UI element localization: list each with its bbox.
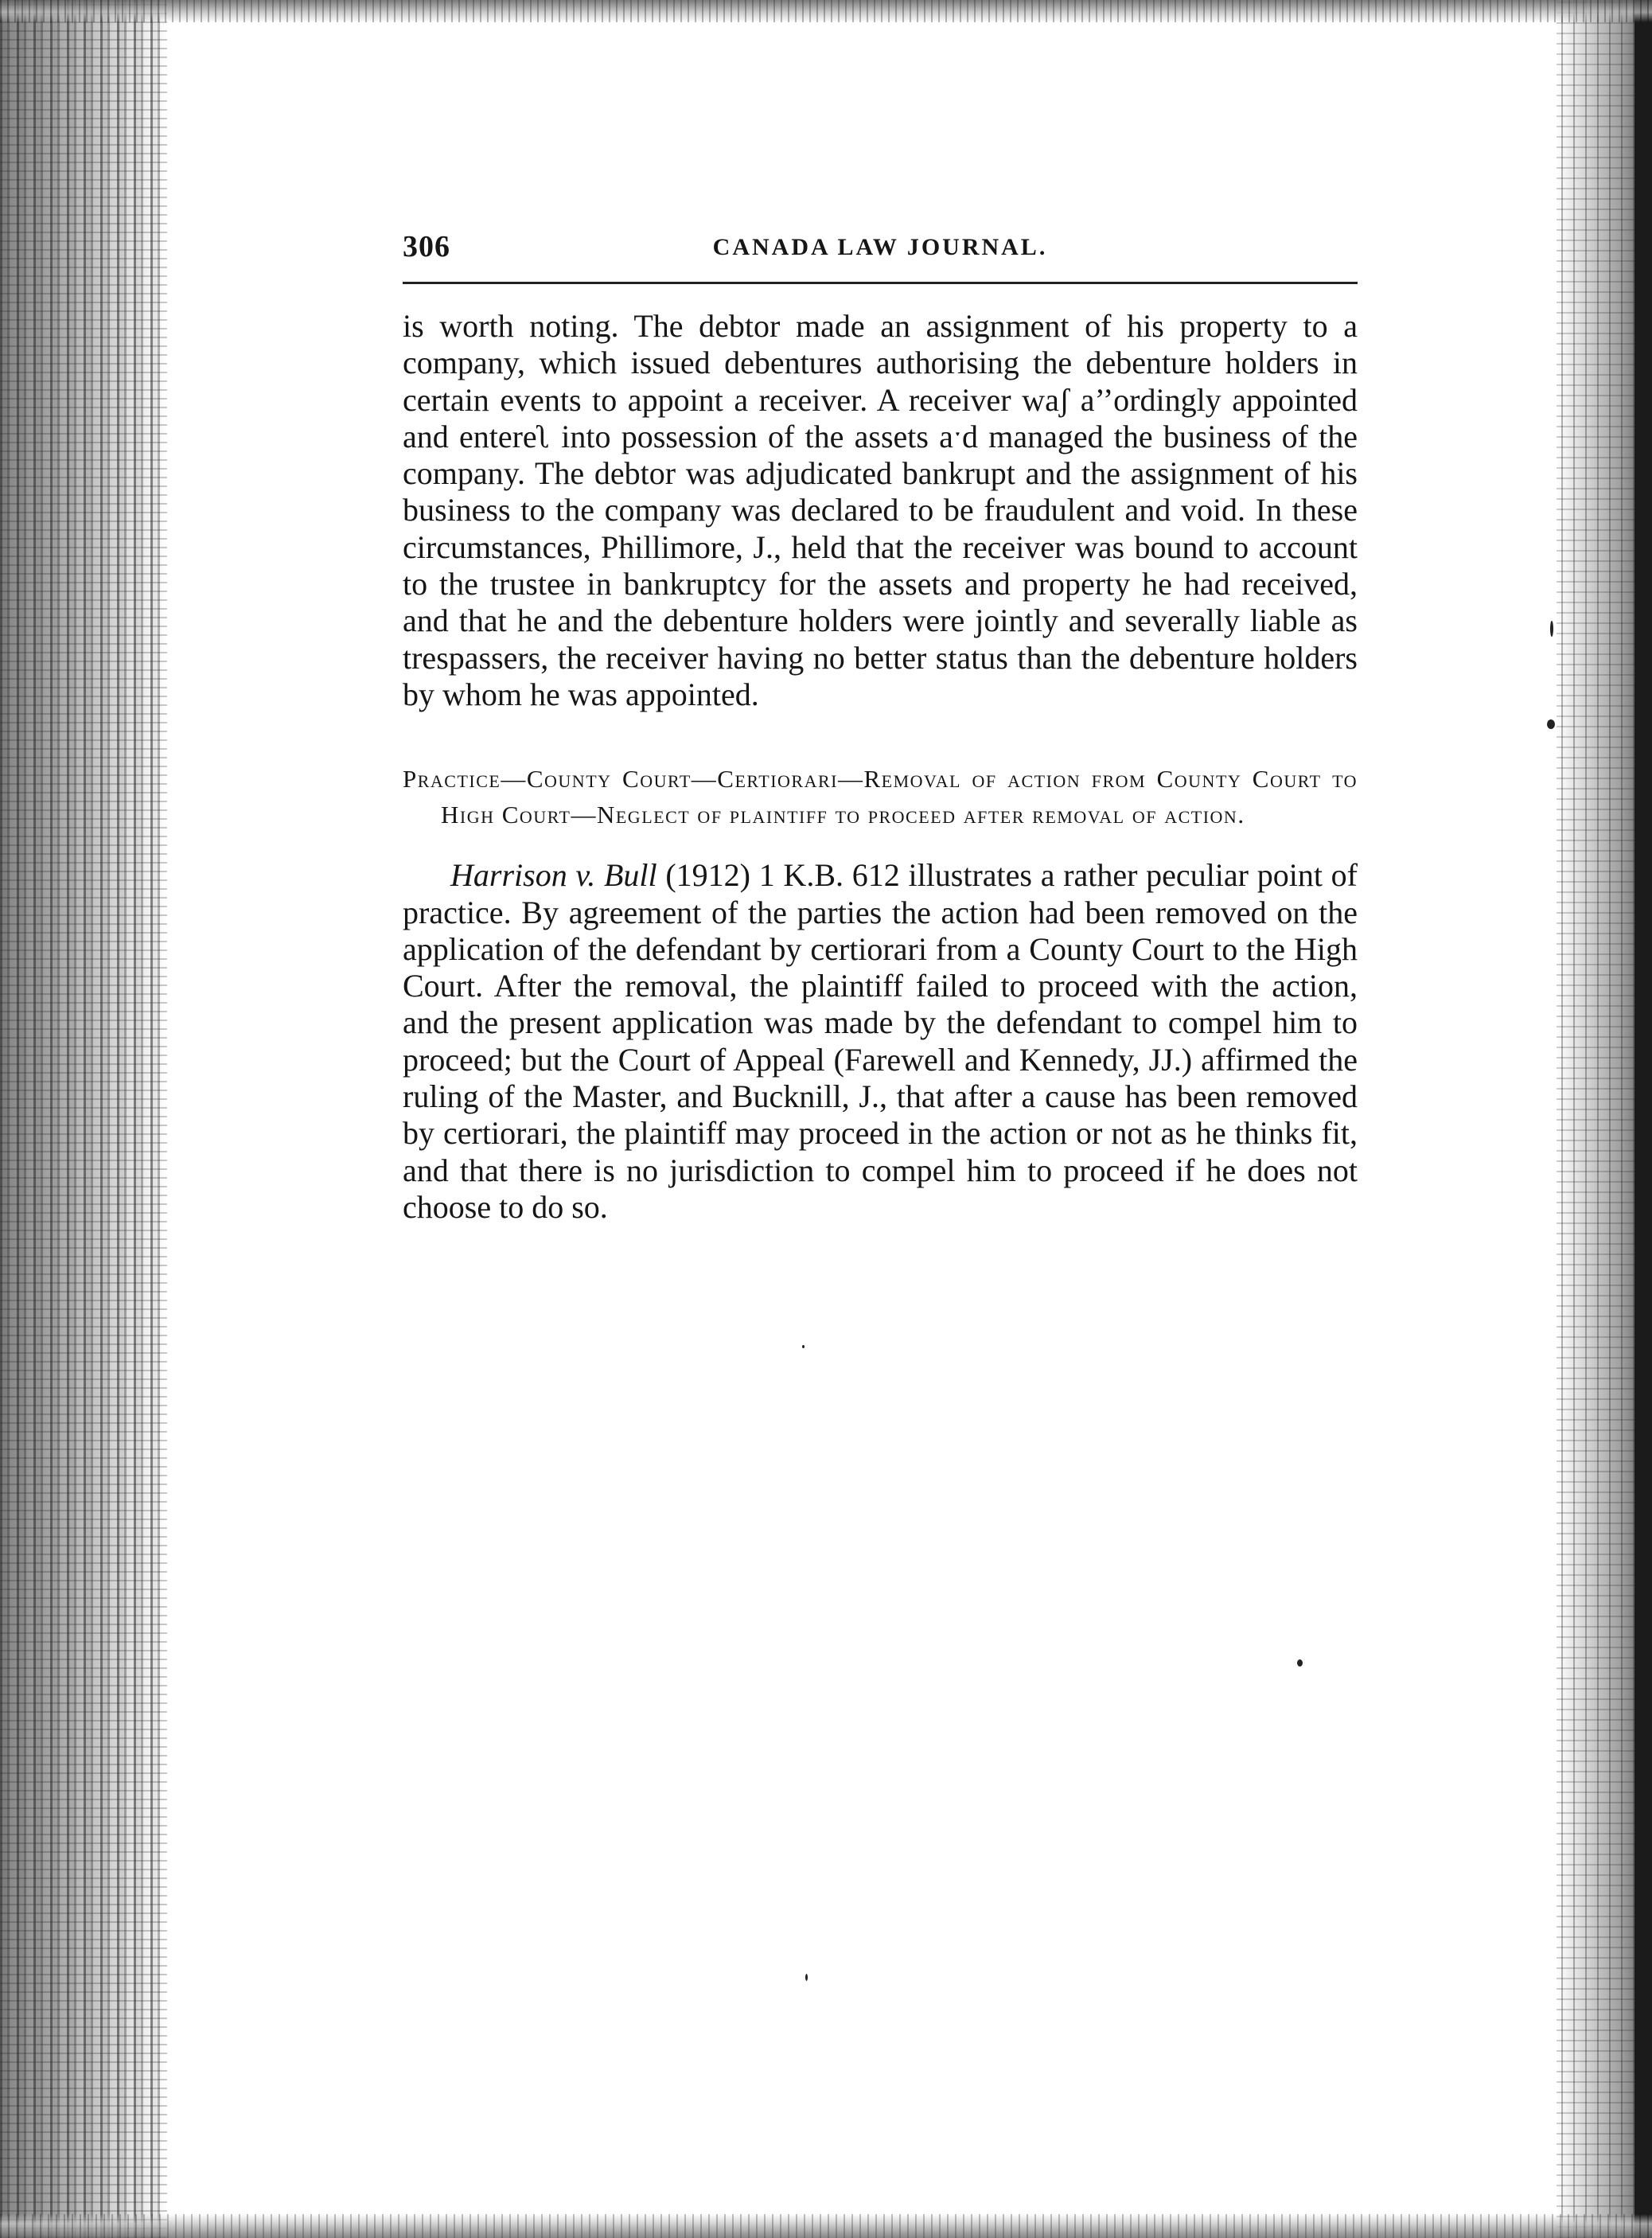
scan-speck — [805, 1974, 808, 1981]
scan-speck — [1547, 719, 1555, 729]
journal-page — [403, 224, 1358, 1226]
scan-border-bottom — [0, 2214, 1652, 2238]
page-number: 306 — [403, 230, 450, 263]
scan-border-left — [0, 0, 167, 2238]
paragraph-bankruptcy-receiver: is worth noting. The debtor made an assignment of his property to a company, which issued debentures authorising the debenture holders in certain events to appoint a receiver. A receiver waʃ a’’ordingly appointed and entereʅ into possession of the assets aˑd managed the business of the company. The debtor was adjudicated bankrupt and the assignment of his business to the company was declared to be fraudulent and void. In these circumstances, Phillimore, J., held that the receiver was bound to account to the trustee in bankruptcy for the assets and property he had received, and that he and the debenture holders were jointly and severally liable as trespassers, the receiver having no better status than the debenture holders by whom he was appointed. — [403, 308, 1358, 712]
section-heading-practice: Practice—County Court—Certiorari—Removal of action from County Court to High Court—Neglect of plaintiff to proceed after removal of action. — [403, 765, 1358, 829]
paragraph-text: (1912) 1 K.B. 612 illustrates a rather peculiar point of practice. By agreement of the parties the action had been removed on the application of the defendant by certiorari from a County Court to the High Court. After the removal, the plaintiff failed to proceed with the action, and the present application was made by the defendant to compel him to proceed; but the Court of Appeal (Farewell and Kennedy, JJ.) affirmed the ruling of the Master, and Bucknill, J., that after a cause has been removed by certiorari, the plaintiff may proceed in the action or not as he thinks fit, and that there is no jurisdiction to compel him to proceed if he does not choose to do so. — [403, 857, 1358, 1225]
case-name: Harrison v. Bull — [450, 857, 657, 894]
scan-speck — [802, 1345, 805, 1348]
paragraph-harrison-v-bull — [403, 857, 1358, 1226]
scan-edge-right — [1634, 0, 1652, 2238]
header-rule — [403, 282, 1358, 284]
scan-border-top — [0, 0, 1652, 22]
journal-title: CANADA LAW JOURNAL. — [712, 234, 1048, 260]
scan-speck — [1297, 1659, 1303, 1667]
running-head — [403, 224, 1358, 267]
scan-speck — [1550, 621, 1553, 637]
